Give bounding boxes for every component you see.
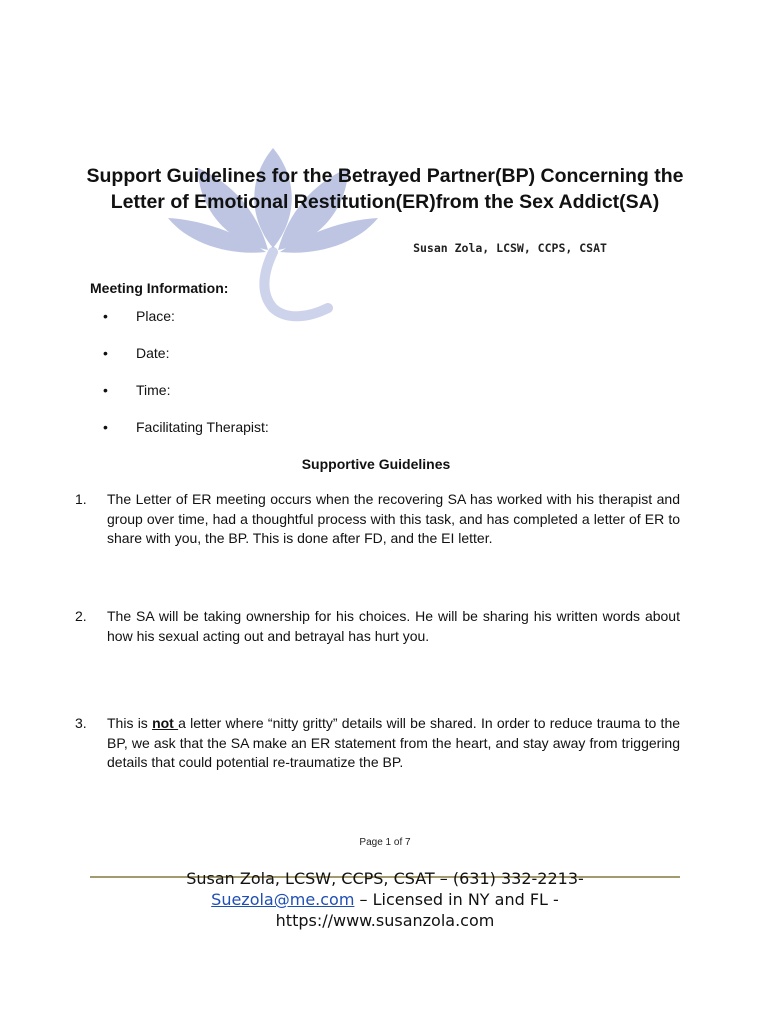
meeting-item-time xyxy=(90,382,269,419)
guideline-item-2 xyxy=(75,607,680,646)
email-link[interactable]: Suezola@me.com xyxy=(211,890,355,909)
bullet: • xyxy=(103,345,108,361)
guideline-text xyxy=(107,714,680,773)
guideline-text: The SA will be taking ownership for his choices. He will be sharing his written words about how his sexual acting out and betrayal has hurt you. xyxy=(107,608,680,644)
footer xyxy=(90,868,680,931)
guideline-text: The Letter of ER meeting occurs when the recovering SA has worked with his therapist and group over time, had a thoughtful process with this task, and has completed a letter of ER to share with you, the BP. This is done after FD, and the EI letter. xyxy=(107,491,680,546)
document-title: Support Guidelines for the Betrayed Partner(BP) Concerning the Letter of Emotional Restitution(ER)from the Sex Addict(SA) xyxy=(86,165,684,213)
meeting-item-label: Facilitating Therapist: xyxy=(136,419,269,435)
meeting-item-label: Date: xyxy=(136,345,170,361)
meeting-info-list xyxy=(90,308,269,456)
bullet: • xyxy=(103,308,108,324)
page-number: Page 1 of 7 xyxy=(359,837,411,848)
guideline-item-3 xyxy=(75,714,681,773)
license-text: – Licensed in NY and FL - xyxy=(354,890,559,909)
bullet: • xyxy=(103,419,108,435)
guideline-item-1 xyxy=(75,490,680,549)
guideline-text-after: a letter where “nitty gritty” details will be shared. In order to reduce trauma to the BP, we ask that the SA make an ER statement from the heart, and stay away from triggering details that could potential re-traumatize the BP. xyxy=(107,715,681,770)
meeting-item-label: Place: xyxy=(136,308,175,324)
bullet: • xyxy=(103,382,108,398)
website-text: https://www.susanzola.com xyxy=(275,911,495,930)
meeting-item-place xyxy=(90,308,269,345)
guideline-number: 3. xyxy=(75,715,87,731)
footer-line-2 xyxy=(90,889,680,910)
guideline-text-before: This is xyxy=(107,715,153,731)
meeting-item-date xyxy=(90,345,269,382)
meeting-information-label: Meeting Information: xyxy=(90,280,229,296)
guideline-emphasis: not xyxy=(152,715,179,731)
guideline-number: 1. xyxy=(75,491,87,507)
footer-line-1: Susan Zola, LCSW, CCPS, CSAT – (631) 332-2213- xyxy=(186,869,584,888)
author-line: Susan Zola, LCSW, CCPS, CSAT xyxy=(413,241,607,255)
guideline-number: 2. xyxy=(75,608,87,624)
supportive-guidelines-heading: Supportive Guidelines xyxy=(301,456,451,472)
meeting-item-therapist xyxy=(90,419,269,456)
meeting-item-label: Time: xyxy=(136,382,171,398)
